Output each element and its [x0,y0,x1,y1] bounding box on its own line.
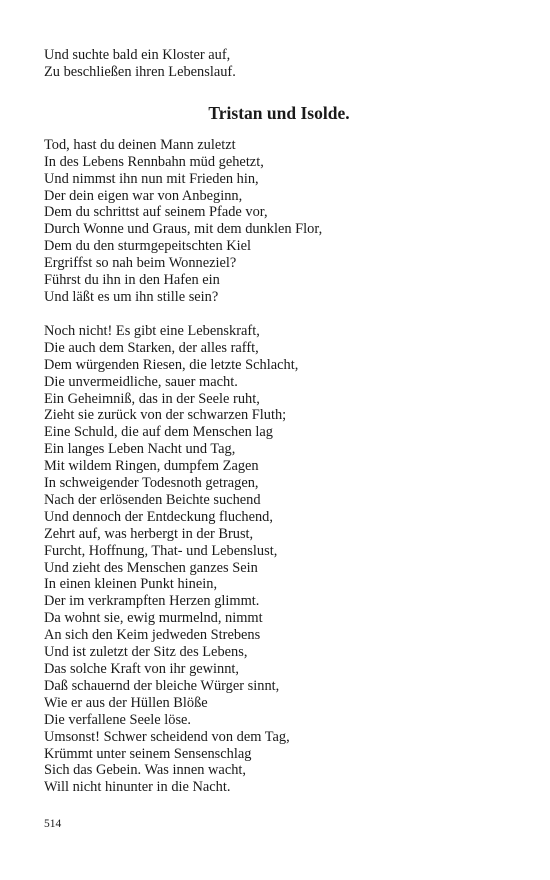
page-body [44,47,514,796]
verse-line: Wie er aus der Hüllen Blöße [44,694,208,711]
intro-stanza [44,47,514,81]
verse-line: Tod, hast du deinen Mann zuletzt [44,136,236,153]
page-number: 514 [44,818,62,830]
verse-line: Mit wildem Ringen, dumpfem Zagen [44,458,259,475]
verse-line: Führst du ihn in den Hafen ein [44,272,220,289]
verse-line: Daß schauernd der bleiche Würger sinnt, [44,677,280,694]
verse-line: Umsonst! Schwer scheidend von dem Tag, [44,728,290,745]
verse-line: Ergriffst so nah beim Wonneziel? [44,255,237,272]
verse-line: Nach der erlösenden Beichte suchend [44,491,261,508]
verse-line: Furcht, Hoffnung, That- und Lebenslust, [44,542,278,559]
verse-line: Sich das Gebein. Was innen wacht, [44,762,246,779]
verse-line: Ein langes Leben Nacht und Tag, [44,441,236,458]
poem-title: Tristan und Isolde. [208,102,350,123]
verse-line: Die verfallene Seele löse. [44,711,192,728]
verse-line: Die auch dem Starken, der alles rafft, [44,339,259,356]
verse-line: Und läßt es um ihn stille sein? [44,288,219,305]
verse-line: Noch nicht! Es gibt eine Lebenskraft, [44,322,260,339]
verse-line: Da wohnt sie, ewig murmelnd, nimmt [44,610,263,627]
verse-line: In schweigender Todesnoth getragen, [44,475,259,492]
verse-line: Durch Wonne und Graus, mit dem dunklen Flor, [44,221,323,238]
verse-line: Die unvermeidliche, sauer macht. [44,373,238,390]
stanza-2 [44,323,514,796]
verse-line: Der im verkrampften Herzen glimmt. [44,593,260,610]
verse-line: Krümmt unter seinem Sensenschlag [44,745,252,762]
stanza-gap [44,306,514,323]
verse-line: Und zieht des Menschen ganzes Sein [44,559,258,576]
verse-line: Und dennoch der Entdeckung fluchend, [44,508,273,525]
verse-line: Dem du den sturmgepeitschten Kiel [44,238,252,255]
verse-line: In des Lebens Rennbahn müd gehetzt, [44,153,264,170]
stanza-1 [44,137,514,306]
verse-line: Dem du schrittst auf seinem Pfade vor, [44,204,268,221]
verse-line: Und ist zuletzt der Sitz des Lebens, [44,644,248,661]
verse-line: Zu beschließen ihren Lebenslauf. [44,63,236,80]
verse-line: Ein Geheimniß, das in der Seele ruht, [44,390,260,407]
verse-line: Will nicht hinunter in die Nacht. [44,779,231,796]
verse-line: Dem würgenden Riesen, die letzte Schlacht, [44,356,299,373]
verse-line: Und suchte bald ein Kloster auf, [44,47,231,63]
verse-line: Der dein eigen war von Anbeginn, [44,187,243,204]
verse-line: In einen kleinen Punkt hinein, [44,576,218,593]
verse-line: Zieht sie zurück von der schwarzen Fluth; [44,407,287,424]
verse-line: Und nimmst ihn nun mit Frieden hin, [44,170,259,187]
verse-line: Eine Schuld, die auf dem Menschen lag [44,424,273,441]
verse-line: Zehrt auf, was herbergt in der Brust, [44,525,254,542]
verse-line: An sich den Keim jedweden Strebens [44,627,261,644]
verse-line: Das solche Kraft von ihr gewinnt, [44,661,240,677]
